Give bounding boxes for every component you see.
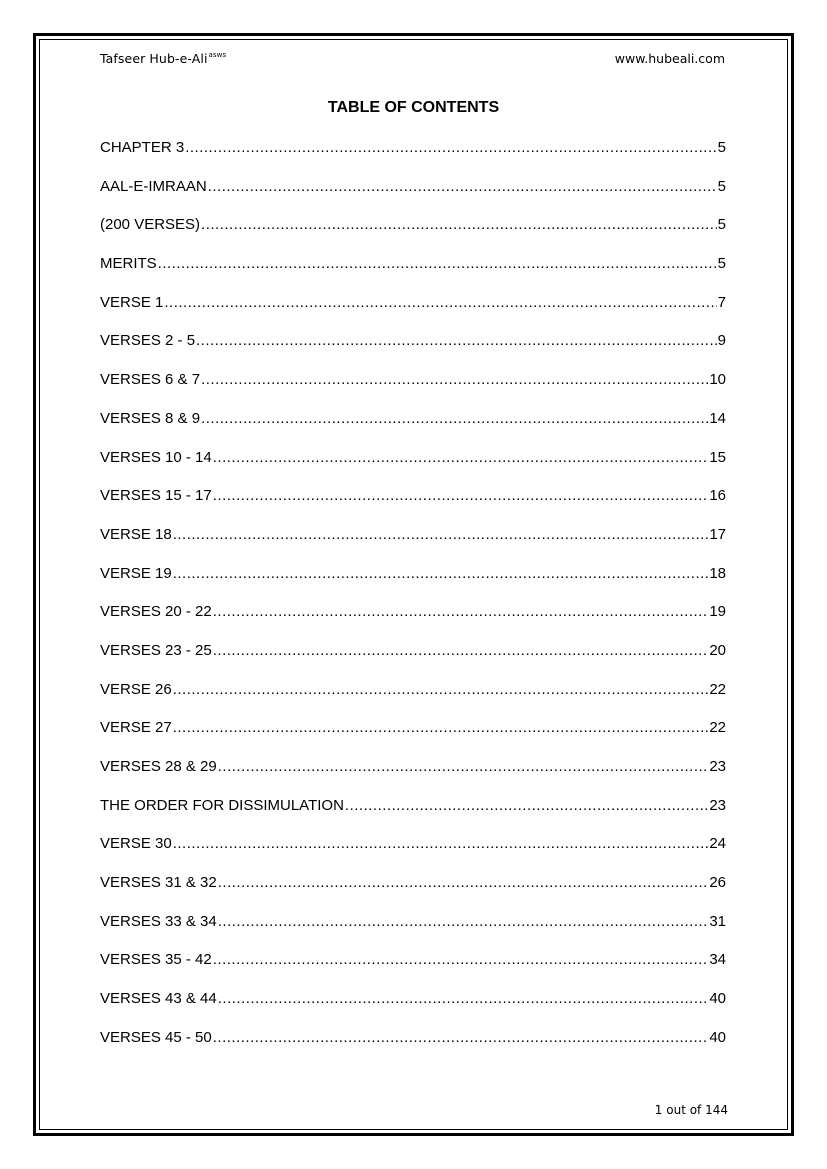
toc-entry[interactable] — [100, 950, 726, 989]
toc-entry[interactable] — [100, 370, 726, 409]
toc-entry-label: VERSES 31 & 32 — [100, 874, 217, 892]
toc-entry-label: (200 VERSES) — [100, 216, 201, 234]
toc-entry[interactable] — [100, 718, 726, 757]
toc-entry[interactable] — [100, 293, 726, 332]
toc-dot-leader — [201, 370, 708, 390]
toc-entry-page: 17 — [709, 525, 726, 543]
toc-dot-leader — [196, 331, 717, 351]
toc-dot-leader — [213, 950, 709, 970]
toc-dot-leader — [173, 680, 709, 700]
toc-entry-label: VERSES 35 - 42 — [100, 951, 212, 969]
toc-entry-label: AAL-E-IMRAAN — [100, 177, 207, 195]
toc-entry-page: 19 — [709, 603, 726, 621]
toc-dot-leader — [173, 564, 709, 584]
toc-entry-label: VERSE 30 — [100, 835, 172, 853]
toc-entry-label: VERSES 33 & 34 — [100, 912, 217, 930]
toc-entry-label: VERSES 23 - 25 — [100, 641, 212, 659]
toc-entry[interactable] — [100, 564, 726, 603]
toc-entry-label: VERSES 8 & 9 — [100, 409, 201, 427]
toc-entry[interactable] — [100, 177, 726, 216]
toc-dot-leader — [185, 138, 716, 158]
toc-entry-page: 5 — [717, 177, 726, 195]
toc-entry[interactable] — [100, 680, 726, 719]
toc-entry-page: 34 — [709, 951, 726, 969]
toc-entry-page: 14 — [709, 409, 726, 427]
toc-entry-label: VERSES 43 & 44 — [100, 990, 217, 1008]
toc-entry[interactable] — [100, 989, 726, 1028]
toc-entry-label: VERSE 26 — [100, 680, 172, 698]
toc-entry-page: 5 — [717, 139, 726, 156]
toc-entry-page: 40 — [709, 1028, 726, 1046]
toc-entry[interactable] — [100, 409, 726, 448]
toc-dot-leader — [213, 448, 709, 468]
page-number: 1 out of 144 — [654, 1103, 728, 1117]
toc-entry-label: VERSES 15 - 17 — [100, 487, 212, 505]
toc-entry-page: 5 — [717, 216, 726, 234]
toc-entry-label: VERSE 18 — [100, 525, 172, 543]
toc-entry-page: 23 — [709, 758, 726, 775]
toc-dot-leader — [213, 486, 709, 506]
toc-dot-leader — [218, 873, 709, 893]
toc-dot-leader — [213, 1028, 709, 1048]
toc-dot-leader — [158, 254, 717, 274]
toc-entry-page: 18 — [709, 564, 726, 582]
toc-dot-leader — [201, 215, 717, 235]
toc-entry[interactable] — [100, 215, 726, 254]
toc-entry-page: 40 — [709, 990, 726, 1008]
toc-entry-label: VERSES 45 - 50 — [100, 1028, 212, 1046]
toc-entry[interactable] — [100, 873, 726, 912]
toc-dot-leader — [218, 757, 709, 777]
toc-dot-leader — [201, 409, 708, 429]
toc-list — [100, 138, 726, 1067]
toc-entry-page: 22 — [709, 680, 726, 698]
toc-dot-leader — [213, 602, 709, 622]
toc-entry-label: VERSE 27 — [100, 719, 172, 737]
toc-entry[interactable] — [100, 138, 726, 177]
header-book-title — [100, 51, 226, 66]
toc-entry-page: 23 — [709, 796, 726, 814]
toc-entry[interactable] — [100, 448, 726, 487]
toc-entry-page: 9 — [717, 332, 726, 350]
header-website: www.hubeali.com — [614, 51, 725, 66]
toc-dot-leader — [173, 525, 709, 545]
toc-entry-label: VERSE 1 — [100, 293, 164, 311]
toc-entry[interactable] — [100, 757, 726, 796]
toc-dot-leader — [218, 989, 709, 1009]
toc-dot-leader — [218, 912, 709, 932]
toc-entry-page: 16 — [709, 487, 726, 505]
toc-entry[interactable] — [100, 525, 726, 564]
header-title-superscript: asws — [208, 51, 227, 59]
toc-entry-page: 24 — [709, 835, 726, 853]
toc-entry-page: 22 — [709, 719, 726, 737]
toc-entry[interactable] — [100, 331, 726, 370]
header-title-text: Tafseer Hub-e-Ali — [100, 51, 208, 66]
toc-entry-label: VERSES 10 - 14 — [100, 448, 212, 466]
toc-entry-label: VERSES 6 & 7 — [100, 371, 201, 389]
toc-entry-label: MERITS — [100, 255, 157, 273]
toc-entry-label: CHAPTER 3 — [100, 139, 185, 156]
toc-entry-label: VERSE 19 — [100, 564, 172, 582]
toc-entry-page: 5 — [717, 255, 726, 273]
toc-entry-page: 7 — [717, 293, 726, 311]
toc-entry-page: 15 — [709, 448, 726, 466]
toc-entry[interactable] — [100, 602, 726, 641]
toc-entry-page: 20 — [709, 641, 726, 659]
toc-entry-page: 26 — [709, 874, 726, 892]
toc-title: TABLE OF CONTENTS — [327, 99, 500, 116]
toc-entry-label: VERSES 28 & 29 — [100, 758, 217, 775]
toc-entry-page: 31 — [709, 912, 726, 930]
toc-entry[interactable] — [100, 641, 726, 680]
toc-dot-leader — [208, 177, 717, 197]
toc-entry-label: THE ORDER FOR DISSIMULATION — [100, 796, 344, 814]
toc-entry[interactable] — [100, 486, 726, 525]
toc-entry[interactable] — [100, 254, 726, 293]
toc-dot-leader — [164, 293, 716, 313]
toc-entry-label: VERSES 2 - 5 — [100, 332, 196, 350]
toc-dot-leader — [173, 834, 709, 854]
toc-entry[interactable] — [100, 796, 726, 835]
toc-dot-leader — [213, 641, 709, 661]
toc-entry[interactable] — [100, 912, 726, 951]
toc-dot-leader — [173, 718, 709, 738]
toc-entry-label: VERSES 20 - 22 — [100, 603, 212, 621]
toc-entry[interactable] — [100, 1028, 726, 1067]
toc-entry[interactable] — [100, 834, 726, 873]
toc-entry-page: 10 — [709, 371, 726, 389]
toc-dot-leader — [345, 796, 708, 816]
